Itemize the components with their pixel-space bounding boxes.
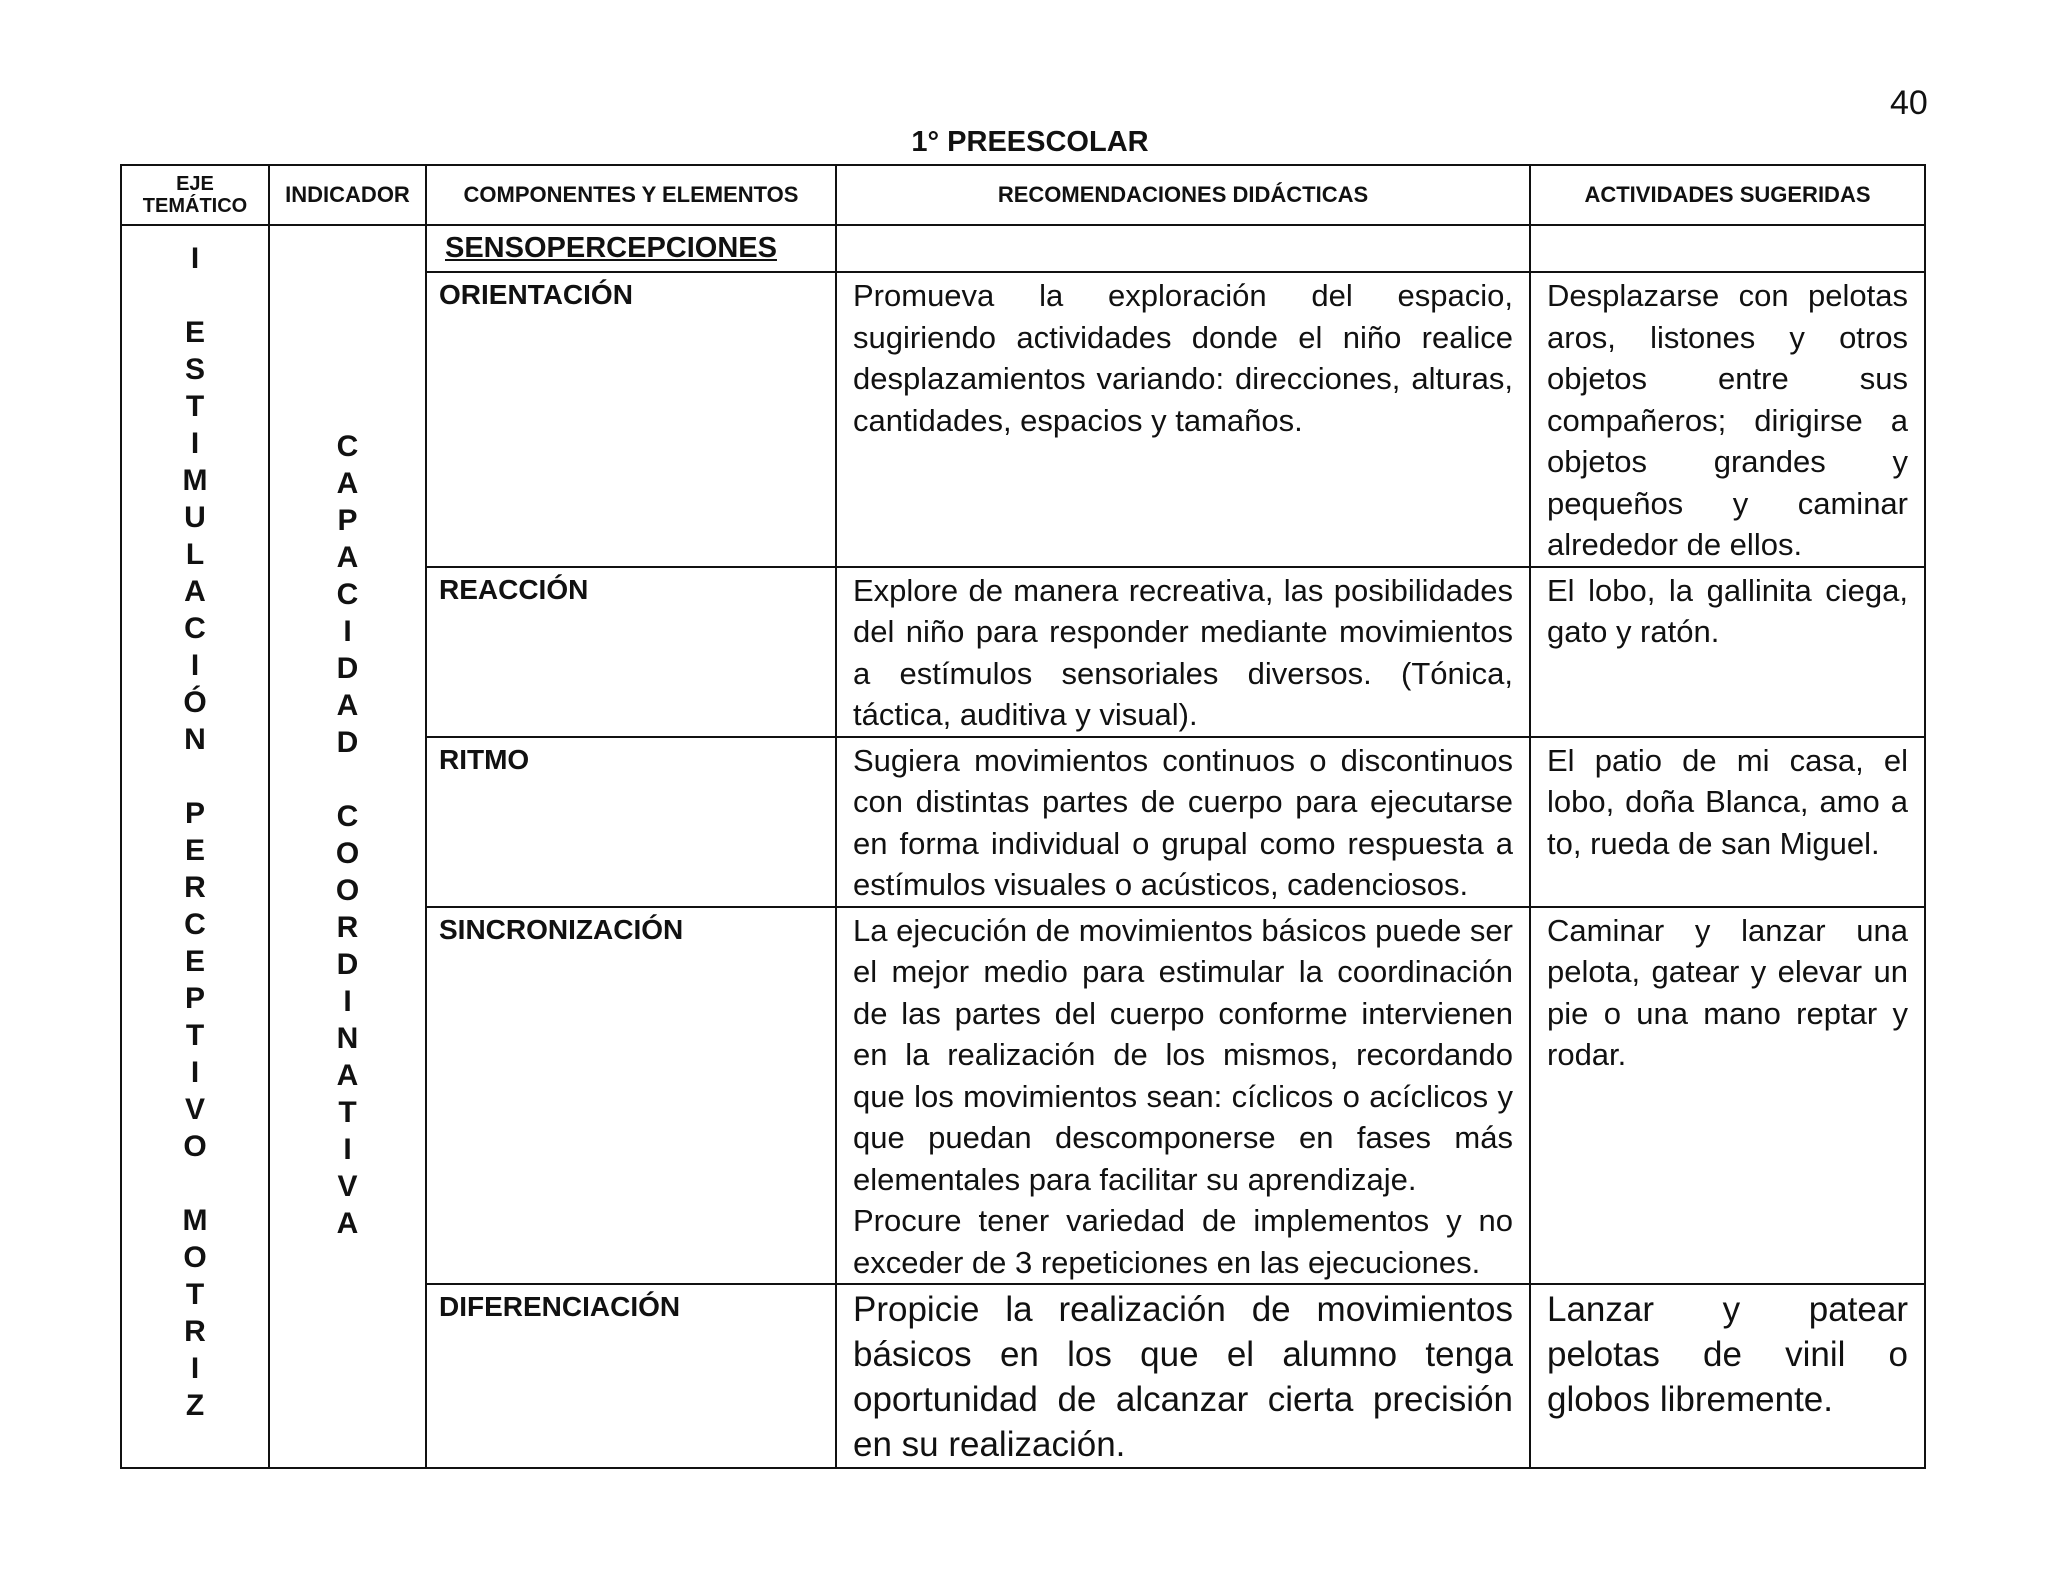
page-number: 40: [1890, 84, 1928, 122]
section-heading: SENSOPERCEPCIONES: [426, 225, 836, 272]
vertical-letter: O: [183, 1241, 207, 1274]
empty-cell: [1530, 225, 1925, 272]
vertical-letter: M: [182, 464, 208, 497]
vertical-letter: C: [336, 578, 359, 611]
recommendation-cell: [836, 567, 1530, 737]
vertical-letter: P: [184, 982, 205, 1015]
vertical-letter: N: [184, 723, 206, 756]
vertical-letter: I: [190, 1352, 200, 1385]
vertical-letter: T: [185, 1278, 205, 1311]
header-eje-tematico: EJE TEMÁTICO: [121, 165, 269, 225]
vertical-letter: D: [336, 726, 359, 759]
vertical-letter: S: [184, 353, 205, 386]
vertical-letter: I: [190, 1056, 200, 1089]
recommendation-text: Propicie la realización de movimientos básicos en los que el alumno tenga oportunidad de alcanzar cierta precisión en su realización.: [853, 1290, 1513, 1464]
vertical-letter: E: [184, 834, 205, 867]
vertical-letter: N: [336, 1022, 359, 1055]
activities-cell: Caminar y lanzar una pelota, gatear y elevar un pie o una mano reptar y rodar.: [1530, 907, 1925, 1285]
vertical-letter: L: [185, 538, 205, 571]
header-recomendaciones: RECOMENDACIONES DIDÁCTICAS: [836, 165, 1530, 225]
vertical-letter: I: [343, 1133, 352, 1166]
vertical-letter: M: [182, 1204, 208, 1237]
header-componentes: COMPONENTES Y ELEMENTOS: [426, 165, 836, 225]
vertical-letter: V: [337, 1170, 358, 1203]
vertical-letter: A: [184, 575, 206, 608]
component-label: REACCIÓN: [426, 567, 836, 737]
vertical-letter: R: [184, 871, 206, 904]
vertical-letter: D: [336, 948, 359, 981]
indicador-cell: [269, 225, 426, 1468]
component-label: DIFERENCIACIÓN: [426, 1284, 836, 1468]
recommendation-text: Sugiera movimientos continuos o discontinuos con distintas partes de cuerpo para ejecutarse en forma individual o grupal como respuesta a estímulos visuales o acústicos, cadenciosos.: [853, 742, 1513, 902]
vertical-letter: O: [183, 1130, 207, 1163]
vertical-letter: Z: [185, 1389, 205, 1422]
vertical-letter: P: [337, 504, 358, 537]
section-row: [121, 225, 1925, 272]
activities-cell: El lobo, la gallinita ciega, gato y ratón.: [1530, 567, 1925, 737]
vertical-letter: P: [184, 797, 205, 830]
vertical-letter: C: [336, 430, 359, 463]
vertical-letter: I: [190, 242, 200, 275]
vertical-letter: I: [190, 649, 200, 682]
vertical-letter: C: [184, 908, 206, 941]
vertical-letter: I: [343, 985, 352, 1018]
vertical-letter: D: [336, 652, 359, 685]
vertical-letter: A: [336, 541, 359, 574]
component-label: RITMO: [426, 737, 836, 907]
component-label: SINCRONIZACIÓN: [426, 907, 836, 1285]
component-label: ORIENTACIÓN: [426, 272, 836, 567]
page-title: 1° PREESCOLAR: [911, 126, 1149, 158]
vertical-letter: T: [185, 1019, 205, 1052]
vertical-letter: E: [184, 316, 205, 349]
vertical-letter: A: [336, 467, 359, 500]
recommendation-cell: [836, 272, 1530, 567]
vertical-letter: E: [184, 945, 205, 978]
vertical-letter: V: [184, 1093, 205, 1126]
recommendation-text: Promueva la exploración del espacio, sugiriendo actividades donde el niño realice desplazamientos variando: direcciones, alturas, cantidades, espacios y tamaños.: [853, 278, 1513, 438]
activities-cell: Lanzar y patear pelotas de vinil o globos libremente.: [1530, 1284, 1925, 1468]
vertical-letter: O: [335, 874, 360, 907]
eje-tematico-vertical-text: [122, 226, 268, 1424]
vertical-letter: I: [190, 427, 200, 460]
vertical-letter: R: [336, 911, 359, 944]
vertical-letter: C: [336, 800, 359, 833]
vertical-letter: I: [343, 615, 352, 648]
recommendation-cell: [836, 1284, 1530, 1468]
header-actividades: ACTIVIDADES SUGERIDAS: [1530, 165, 1925, 225]
recommendation-cell: [836, 907, 1530, 1285]
empty-cell: [836, 225, 1530, 272]
vertical-letter: U: [184, 501, 206, 534]
vertical-letter: T: [338, 1096, 357, 1129]
vertical-letter: C: [184, 612, 206, 645]
header-row: [121, 165, 1925, 225]
recommendation-text: La ejecución de movimientos básicos puede ser el mejor medio para estimular la coordinación de las partes del cuerpo conforme intervienen en la realización de los mismos, recordando que los movimientos sean: cíclicos o acíclicos y que puedan descomponerse en fases más elementales para facilitar su aprendizaje.: [853, 912, 1513, 1197]
recommendation-text: Procure tener variedad de implementos y no exceder de 3 repeticiones en las ejecuciones.: [853, 1203, 1513, 1280]
curriculum-table: [120, 164, 1926, 1469]
vertical-letter: R: [184, 1315, 206, 1348]
activities-cell: Desplazarse con pelotas aros, listones y otros objetos entre sus compañeros; dirigirse a objetos grandes y pequeños y caminar alrededor de ellos.: [1530, 272, 1925, 567]
eje-tematico-cell: [121, 225, 269, 1468]
vertical-letter: Ó: [183, 686, 207, 719]
recommendation-text: Explore de manera recreativa, las posibilidades del niño para responder mediante movimientos a estímulos sensoriales diversos. (Tónica, táctica, auditiva y visual).: [853, 572, 1513, 732]
vertical-letter: A: [336, 1059, 359, 1092]
vertical-letter: A: [336, 689, 359, 722]
vertical-letter: T: [185, 390, 205, 423]
vertical-letter: O: [335, 837, 360, 870]
header-indicador: INDICADOR: [269, 165, 426, 225]
activities-cell: El patio de mi casa, el lobo, doña Blanca, amo a to, rueda de san Miguel.: [1530, 737, 1925, 907]
vertical-letter: A: [336, 1207, 359, 1240]
indicador-vertical-text: [270, 226, 425, 1242]
recommendation-cell: [836, 737, 1530, 907]
